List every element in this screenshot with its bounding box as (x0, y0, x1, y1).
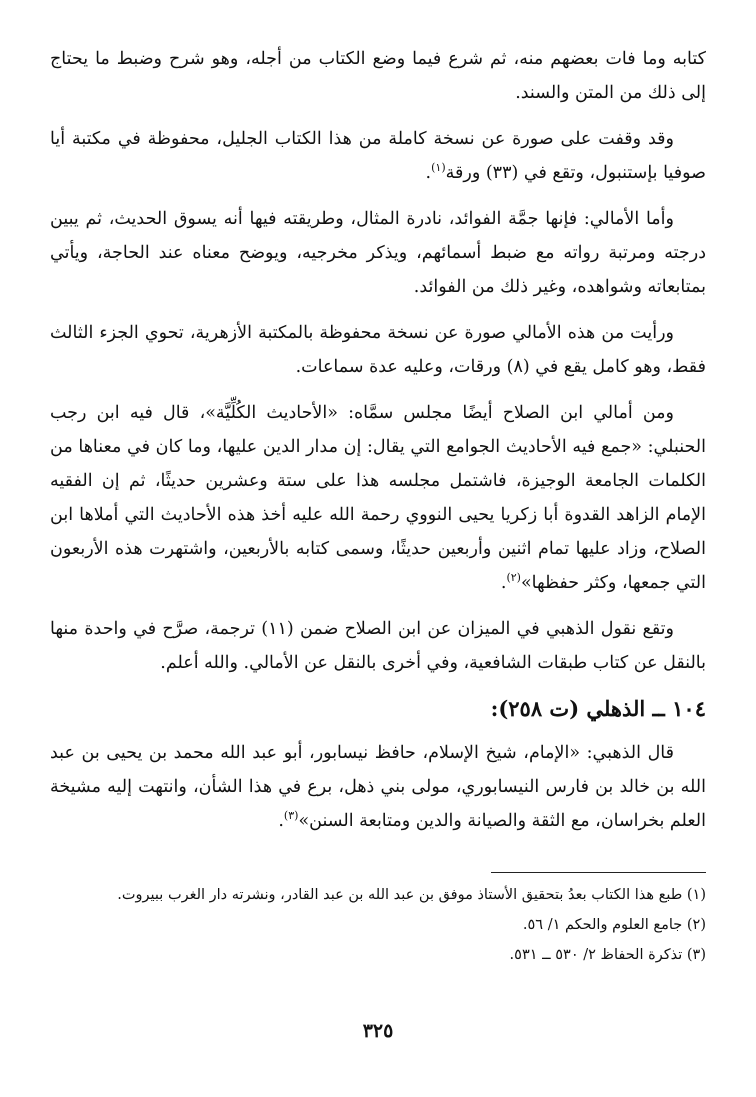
paragraph-text: كتابه وما فات بعضهم منه، ثم شرع فيما وضع الكتاب من أجله، وهو شرح وضبط ما يحتاج إلى ذلك من المتن والسند. (50, 49, 706, 103)
footnote-3: (٣) تذكرة الحفاظ ٢/ ٥٣٠ ــ ٥٣١. (509, 947, 706, 963)
paragraph-3 (50, 202, 706, 304)
paragraph-text: ورأيت من هذه الأمالي صورة عن نسخة محفوظة بالمكتبة الأزهرية، تحوي الجزء الثالث فقط، وهو كامل يقع في (٨) ورقات، وعليه عدة سماعات. (50, 323, 706, 377)
main-text (50, 42, 706, 850)
paragraph-7: قال الذهبي: «الإمام، شيخ الإسلام، حافظ نيسابور، أبو عبد الله محمد بن يحيى بن عبد الله بن خالد بن فارس النيسابوري، مولى بني ذهل، برع في هذا الشأن، وانتهت إليه مشيخة العلم بخراسان، مع الثقة والصيانة والدين ومتابعة السنن»$^{(٣)}$. (50, 743, 706, 831)
paragraph-text: قال الذهبي: «الإمام، شيخ الإسلام، حافظ نيسابور، أبو عبد الله محمد بن يحيى بن عبد الله بن خالد بن فارس النيسابوري، مولى بني ذهل، برع في هذا الشأن، وانتهت إليه مشيخة العلم بخراسان، مع الثقة والصيانة والدين ومتابعة السنن» (50, 743, 706, 831)
paragraph-text: ومن أمالي ابن الصلاح أيضًا مجلس سمَّاه: «الأحاديث الكُلِّيَّة»، قال فيه ابن رجب الحنبلي: «جمع فيه الأحاديث الجوامع التي يقال: إن مدار الدين عليها، وما كان في معناها من الكلمات الجامعة الوجيزة، فاشتمل مجلسه هذا على ستة وعشرين حديثًا، ثم إن الفقيه الإمام الزاهد القدوة أبا زكريا يحيى النووي رحمة الله عليه أخذ هذه الأحاديث التي أملاها ابن الصلاح، وزاد عليها تمام اثنين وأربعين حديثًا، وسمى كتابه بالأربعين، واشتهرت هذه الأربعون التي جمعها، وكثر حفظها» (50, 403, 706, 593)
page-number: ٣٢٥ (362, 1020, 394, 1042)
footnote-divider (491, 872, 706, 873)
paragraph-text: وتقع نقول الذهبي في الميزان عن ابن الصلاح ضمن (١١) ترجمة، صرَّح في واحدة منها بالنقل عن كتاب طبقات الشافعية، وفي أخرى بالنقل عن الأمالي. والله أعلم. (50, 619, 706, 673)
footnote-1: (١) طبع هذا الكتاب بعدُ بتحقيق الأستاذ موفق بن عبد الله بن عبد القادر، ونشرته دار الغرب ببيروت. (117, 887, 706, 903)
paragraph-text: وأما الأمالي: فإنها جمَّة الفوائد، نادرة المثال، وطريقته فيها أنه يسوق الحديث، ثم يبين درجته ومرتبة رواته مع ضبط أسمائهم، ويذكر مخرجيه، ويوضح معناه عند الحاجة، ويأتي بمتابعاته وشواهده، وغير ذلك من الفوائد. (50, 209, 706, 297)
paragraph-6 (50, 612, 706, 680)
section-heading: ١٠٤ ــ الذهلي (ت ٢٥٨): (490, 696, 706, 721)
paragraph-1 (50, 42, 706, 110)
paragraph-2: وقد وقفت على صورة عن نسخة كاملة من هذا الكتاب الجليل، محفوظة في مكتبة أيا صوفيا بإستنبول، وتقع في (٣٣) ورقة$^{(١)}$. (50, 129, 706, 183)
footnote-ref: (١) (431, 161, 446, 175)
footnote-ref: (٣) (283, 809, 299, 823)
footnote-ref: (٢) (506, 571, 521, 585)
paragraph-5: ومن أمالي ابن الصلاح أيضًا مجلس سمَّاه: «الأحاديث الكُلِّيَّة»، قال فيه ابن رجب الحنبلي: «جمع فيه الأحاديث الجوامع التي يقال: إن مدار الدين عليها، وما كان في معناها من الكلمات الجامعة الوجيزة، فاشتمل مجلسه هذا على ستة وعشرين حديثًا، ثم إن الفقيه الإمام الزاهد القدوة أبا زكريا يحيى النووي رحمة الله عليه أخذ هذه الأحاديث التي أملاها ابن الصلاح، وزاد عليها تمام اثنين وأربعين حديثًا، وسمى كتابه بالأربعين، واشتهرت هذه الأربعون التي جمعها، وكثر حفظها»$^{(٢)}$. (50, 403, 706, 593)
paragraph-text: وقد وقفت على صورة عن نسخة كاملة من هذا الكتاب الجليل، محفوظة في مكتبة أيا صوفيا بإستنبول، وتقع في (٣٣) ورقة (50, 129, 706, 183)
paragraph-4 (50, 316, 706, 384)
footnotes (50, 880, 706, 970)
footnote-2: (٢) جامع العلوم والحكم ١/ ٥٦. (522, 917, 706, 933)
